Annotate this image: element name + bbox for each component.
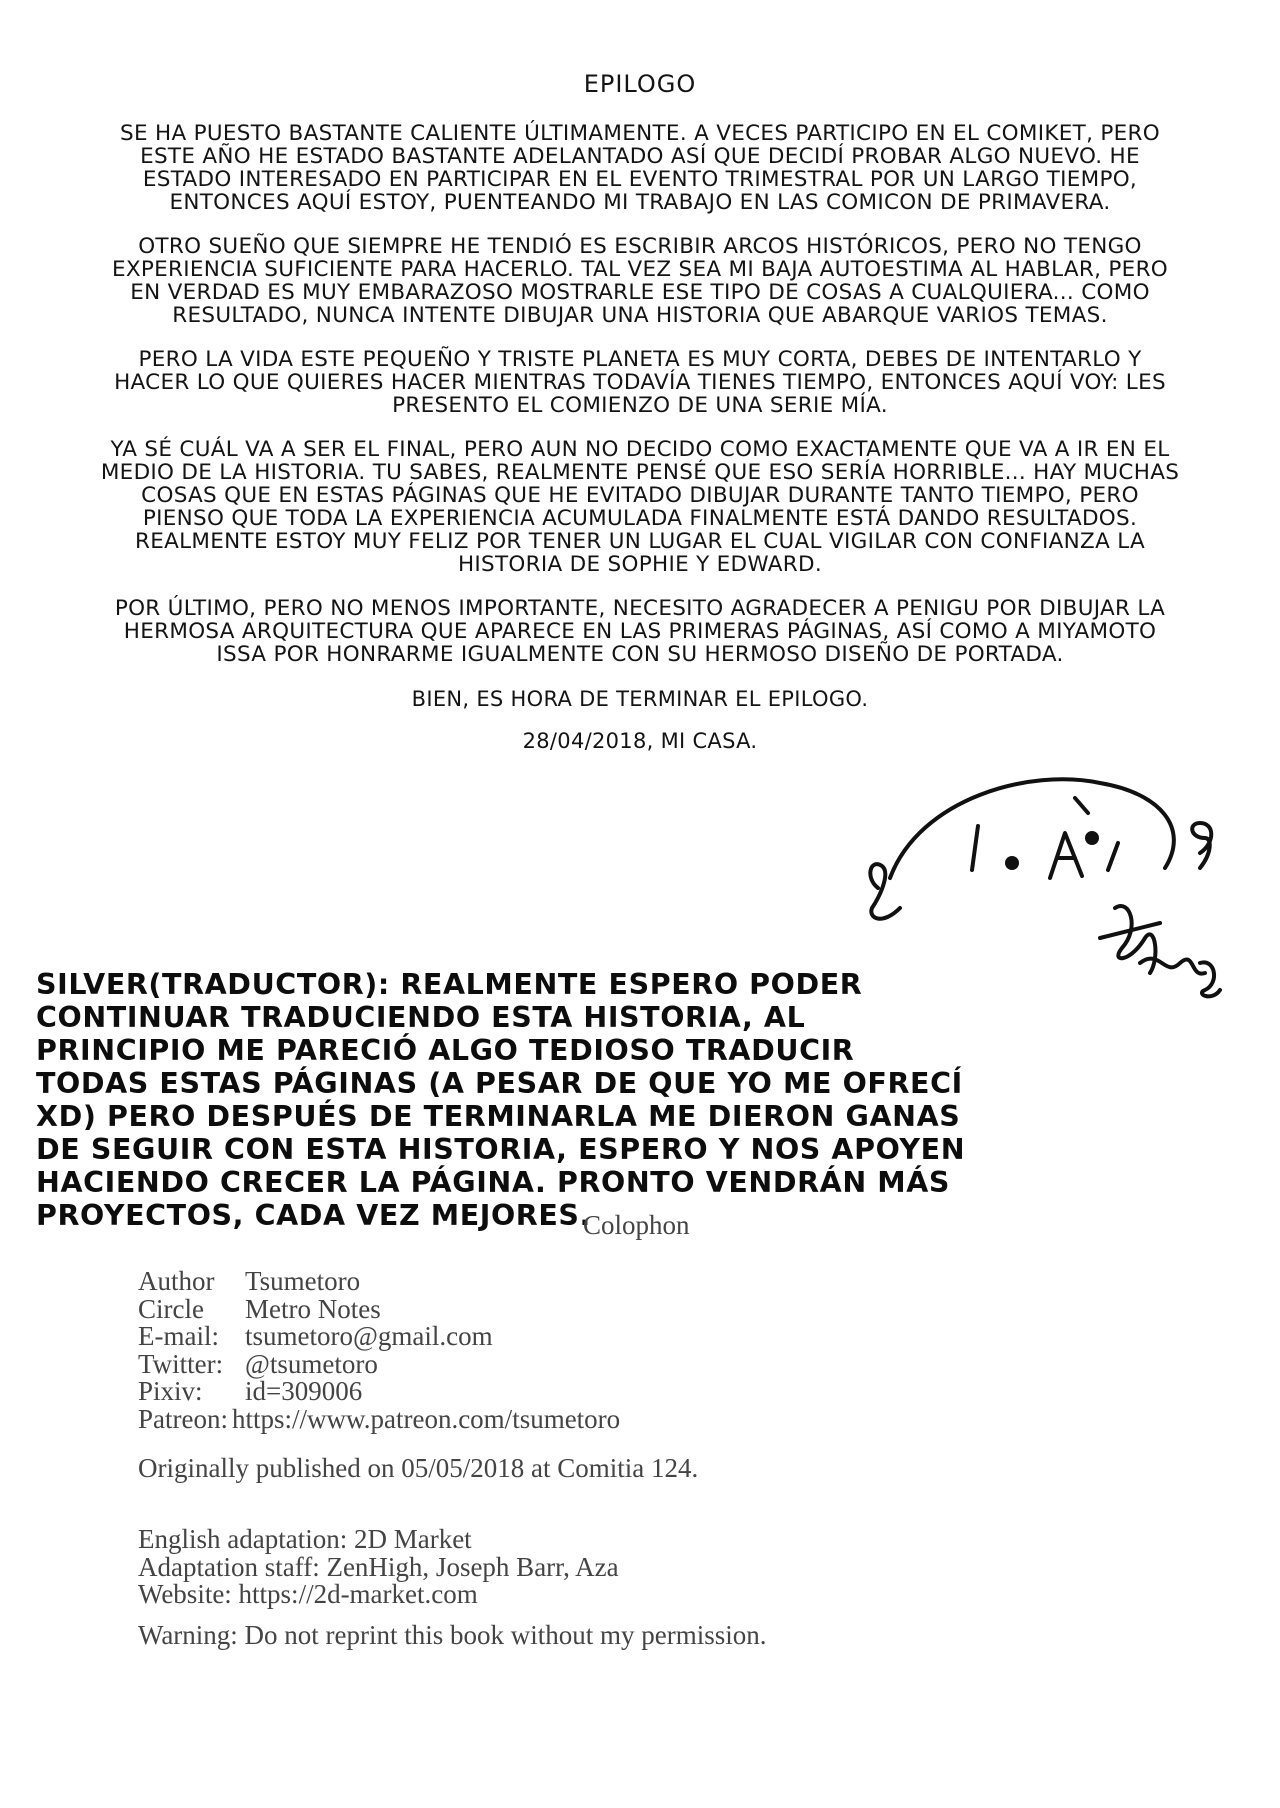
credit-value: @tsumetoro	[245, 1348, 378, 1379]
colophon-row-twitter	[138, 1348, 620, 1379]
colophon-row-circle	[138, 1293, 620, 1324]
colophon-row-author	[138, 1268, 620, 1296]
credit-value: tsumetoro@gmail.com	[245, 1321, 493, 1351]
credit-label: Circle	[138, 1293, 204, 1324]
epilogue-paragraph-1: SE HA PUESTO BASTANTE CALIENTE ÚLTIMAMENTE. A VECES PARTICIPO EN EL COMIKET, PERO ESTE AÑO HE ESTADO BASTANTE ADELANTADO ASÍ QUE DECIDÍ PROBAR ALGO NUEVO. HE ESTADO INTERESADO EN PARTICIPAR EN EL EVENTO TRIMESTRAL POR UN LARGO TIEMPO, ENTONCES AQUÍ ESTOY, PUENTEANDO MI TRABAJO EN LAS COMICON DE PRIMAVERA.	[120, 121, 1160, 215]
colophon-row-email	[138, 1323, 620, 1351]
translator-note: SILVER(TRADUCTOR): REALMENTE ESPERO PODER CONTINUAR TRADUCIENDO ESTA HISTORIA, AL PRINCIPIO ME PARECIÓ ALGO TEDIOSO TRADUCIR TODAS ESTAS PÁGINAS (A PESAR DE QUE YO ME OFRECÍ XD) PERO DESPUÉS DE TERMINARLA ME DIERON GANAS DE SEGUIR CON ESTA HISTORIA, ESPERO Y NOS APOYEN HACIENDO CRECER LA PÁGINA. PRONTO VENDRÁN MÁS PROYECTOS, CADA VEZ MEJORES.	[36, 968, 966, 1232]
credit-label: Author	[138, 1266, 215, 1296]
credit-label: Pixiv:	[138, 1376, 203, 1406]
credit-label: E-mail:	[138, 1321, 219, 1351]
epilogue-paragraph-5: POR ÚLTIMO, PERO NO MENOS IMPORTANTE, NECESITO AGRADECER A PENIGU POR DIBUJAR LA HERMOSA ARQUITECTURA QUE APARECE EN LAS PRIMERAS PÁGINAS, ASÍ COMO A MIYAMOTO ISSA POR HONRARME IGUALMENTE CON SU HERMOSO DISEÑO DE PORTADA.	[114, 596, 1166, 667]
publication-note: Originally published on 05/05/2018 at Comitia 124.	[138, 1453, 699, 1483]
adaptation-line: Website: https://2d-market.com	[138, 1579, 478, 1609]
epilogue-paragraph-4: YA SÉ CUÁL VA A SER EL FINAL, PERO AUN NO DECIDO COMO EXACTAMENTE QUE VA A IR EN EL MEDIO DE LA HISTORIA. TU SABES, REALMENTE PENSÉ QUE ESO SERÍA HORRIBLE... HAY MUCHAS COSAS QUE EN ESTAS PÁGINAS QUE HE EVITADO DIBUJAR DURANTE TANTO TIEMPO, PERO PIENSO QUE TODA LA EXPERIENCIA ACUMULADA FINALMENTE ESTÁ DANDO RESULTADOS. REALMENTE ESTOY MUY FELIZ POR TENER UN LUGAR EL CUAL VIGILAR CON CONFIANZA LA HISTORIA DE SOPHIE Y EDWARD.	[100, 437, 1180, 577]
epilogue-date: 28/04/2018, MI CASA.	[522, 729, 758, 753]
adaptation-line: Adaptation staff: ZenHigh, Joseph Barr, Aza	[138, 1551, 619, 1582]
credit-value: Metro Notes	[245, 1293, 381, 1324]
adaptation-credits	[138, 1526, 619, 1609]
colophon-title: Colophon	[583, 1210, 690, 1240]
credit-value: id=309006	[245, 1376, 363, 1406]
credit-value: Tsumetoro	[245, 1266, 361, 1296]
epilogue-paragraph-2: OTRO SUEÑO QUE SIEMPRE HE TENDIÓ ES ESCRIBIR ARCOS HISTÓRICOS, PERO NO TENGO EXPERIENCIA SUFICIENTE PARA HACERLO. TAL VEZ SEA MI BAJA AUTOESTIMA AL HABLAR, PERO EN VERDAD ES MUY EMBARAZOSO MOSTRARLE ESE TIPO DE COSAS A CUALQUIERA... COMO RESULTADO, NUNCA INTENTE DIBUJAR UNA HISTORIA QUE ABARQUE VARIOS TEMAS.	[111, 234, 1169, 328]
reprint-warning: Warning: Do not reprint this book without my permission.	[138, 1620, 767, 1650]
credit-label: Patreon:	[138, 1403, 228, 1434]
adaptation-line: English adaptation: 2D Market	[138, 1524, 472, 1554]
epilogue-title: EPILOGO	[583, 70, 697, 98]
colophon-row-pixiv	[138, 1378, 620, 1406]
colophon-credits-table	[138, 1268, 620, 1433]
credit-value: https://www.patreon.com/tsumetoro	[231, 1403, 621, 1434]
colophon-row-patreon	[138, 1403, 621, 1434]
epilogue-closing: BIEN, ES HORA DE TERMINAR EL EPILOGO.	[411, 687, 869, 711]
credit-label: Twitter:	[138, 1348, 224, 1379]
epilogue-paragraph-3: PERO LA VIDA ESTE PEQUEÑO Y TRISTE PLANETA ES MUY CORTA, DEBES DE INTENTARLO Y HACER LO QUE QUIERES HACER MIENTRAS TODAVÍA TIENES TIEMPO, ENTONCES AQUÍ VOY: LES PRESENTO EL COMIENZO DE UNA SERIE MÍA.	[114, 347, 1166, 418]
epilogue-section	[100, 70, 1180, 753]
